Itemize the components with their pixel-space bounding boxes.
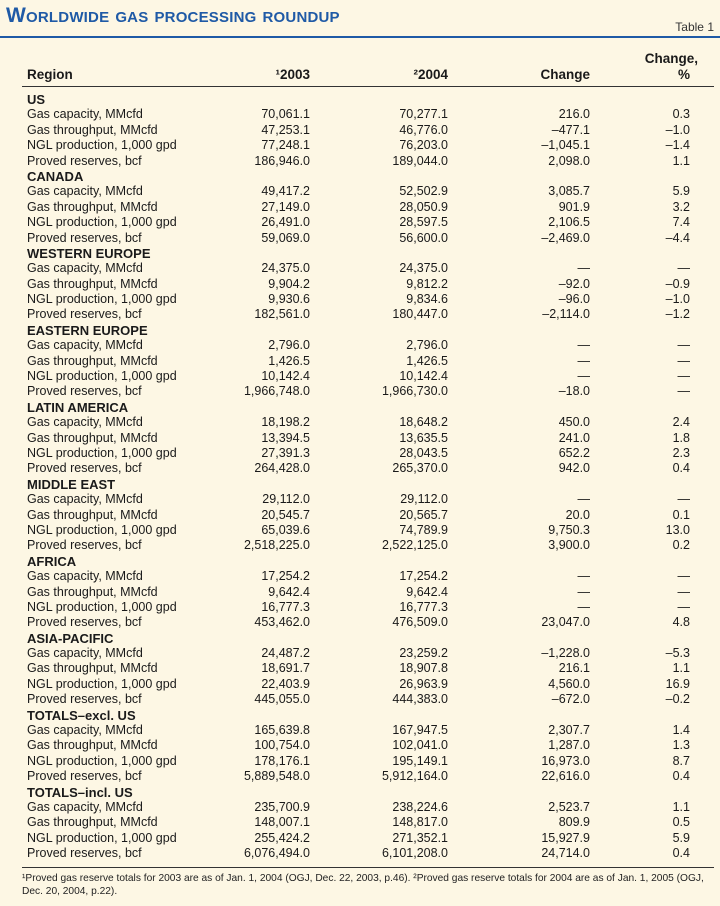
row-label: Gas throughput, MMcfd [27,661,158,676]
footer-rule [22,867,714,868]
row-label: NGL production, 1,000 gpd [27,753,177,768]
table-row [0,738,720,753]
cell-change-pct: 13.0 [665,522,690,537]
cell-change-pct: 4.8 [672,615,690,630]
cell-change: — [577,569,590,584]
cell-change: 23,047.0 [541,615,590,630]
table-row [0,446,720,461]
table-row [0,692,720,707]
cell-change: 20.0 [565,507,590,522]
cell-2004: 6,101,208.0 [381,846,448,861]
cell-change-pct: — [677,584,690,599]
cell-change-pct: 7.4 [672,215,690,230]
row-label: NGL production, 1,000 gpd [27,522,177,537]
table-row [0,107,720,122]
cell-change-pct: 0.4 [672,769,690,784]
cell-2003: 29,112.0 [262,492,310,507]
cell-2004: 148,817.0 [392,815,448,830]
cell-change: 3,900.0 [548,538,590,553]
cell-2003: 445,055.0 [254,692,310,707]
cell-2004: 180,447.0 [392,307,448,322]
cell-change-pct: 3.2 [672,199,690,214]
section-heading-label: MIDDLE EAST [27,476,116,492]
row-label: Gas capacity, MMcfd [27,723,143,738]
cell-2003: 77,248.1 [261,138,310,153]
section-heading [0,554,720,569]
row-label: Gas throughput, MMcfd [27,353,158,368]
cell-2003: 100,754.0 [254,738,310,753]
title-rule [0,36,720,38]
cell-change-pct: –4.4 [665,230,690,245]
cell-2004: 28,597.5 [399,215,448,230]
cell-change: –477.1 [551,122,590,137]
table-row [0,677,720,692]
cell-2004: 52,502.9 [399,184,448,199]
cell-change: 22,616.0 [541,769,590,784]
row-label: Gas throughput, MMcfd [27,122,158,137]
cell-2004: 76,203.0 [399,138,448,153]
table-row [0,231,720,246]
section-heading-label: CANADA [27,168,84,184]
cell-2003: 16,777.3 [261,599,310,614]
section-heading [0,323,720,338]
table-row [0,338,720,353]
header-rule [22,86,714,87]
table-row [0,123,720,138]
cell-change-pct: –5.3 [665,646,690,661]
cell-2004: 1,426.5 [406,353,448,368]
cell-2004: 10,142.4 [399,369,448,384]
table-row [0,384,720,399]
cell-change: 216.1 [558,661,590,676]
cell-2004: 238,224.6 [392,799,448,814]
cell-change-pct: –1.0 [665,122,690,137]
cell-2003: 165,639.8 [254,723,310,738]
cell-change: –18.0 [558,384,590,399]
cell-2003: 186,946.0 [254,153,310,168]
cell-2003: 182,561.0 [254,307,310,322]
cell-2003: 453,462.0 [254,615,310,630]
cell-change-pct: –1.2 [665,307,690,322]
cell-2004: 74,789.9 [399,522,448,537]
cell-change-pct: 1.4 [672,723,690,738]
cell-change-pct: — [677,569,690,584]
cell-2004: 476,509.0 [392,615,448,630]
header-2003: ¹2003 [275,67,310,82]
cell-2003: 18,198.2 [261,415,310,430]
cell-2003: 17,254.2 [261,569,310,584]
cell-change-pct: 1.8 [672,430,690,445]
row-label: Gas capacity, MMcfd [27,492,143,507]
row-label: Gas capacity, MMcfd [27,261,143,276]
row-label: Gas capacity, MMcfd [27,799,143,814]
row-label: Proved reserves, bcf [27,538,142,553]
section-heading [0,785,720,800]
row-label: Gas throughput, MMcfd [27,507,158,522]
row-label: Gas throughput, MMcfd [27,815,158,830]
row-label: Gas capacity, MMcfd [27,107,143,122]
cell-change: –672.0 [551,692,590,707]
cell-2003: 47,253.1 [261,122,310,137]
cell-2003: 10,142.4 [261,369,310,384]
cell-change: 15,927.9 [541,830,590,845]
row-label: Proved reserves, bcf [27,769,142,784]
section-heading [0,708,720,723]
row-label: Gas capacity, MMcfd [27,646,143,661]
cell-2004: 13,635.5 [399,430,448,445]
cell-2003: 70,061.1 [261,107,310,122]
section-heading-label: AFRICA [27,553,77,569]
cell-change: — [577,353,590,368]
cell-change-pct: — [677,338,690,353]
table-row [0,307,720,322]
cell-2003: 264,428.0 [254,461,310,476]
row-label: NGL production, 1,000 gpd [27,292,177,307]
cell-change: — [577,599,590,614]
cell-change-pct: 5.9 [672,830,690,845]
section-heading [0,92,720,107]
row-label: Gas capacity, MMcfd [27,338,143,353]
cell-2004: 20,565.7 [399,507,448,522]
cell-change-pct: 0.4 [672,461,690,476]
row-label: NGL production, 1,000 gpd [27,445,177,460]
table-row [0,154,720,169]
table-row [0,569,720,584]
cell-2004: 265,370.0 [392,461,448,476]
cell-change: 1,287.0 [548,738,590,753]
cell-change-pct: — [677,492,690,507]
cell-change: –1,228.0 [541,646,590,661]
header-change: Change [540,67,590,82]
section-heading-label: EASTERN EUROPE [27,322,148,338]
cell-2004: 5,912,164.0 [381,769,448,784]
row-label: NGL production, 1,000 gpd [27,369,177,384]
section-heading-label: TOTALS–excl. US [27,707,136,723]
cell-change: — [577,492,590,507]
table-row [0,723,720,738]
row-label: Gas capacity, MMcfd [27,184,143,199]
cell-2003: 9,930.6 [268,292,310,307]
cell-change: — [577,261,590,276]
table-row [0,646,720,661]
cell-change-pct: 0.1 [672,507,690,522]
table-body [0,92,720,862]
section-heading [0,631,720,646]
cell-change: — [577,584,590,599]
cell-2003: 24,487.2 [261,646,310,661]
row-label: Gas throughput, MMcfd [27,199,158,214]
cell-2004: 18,907.8 [399,661,448,676]
table-header [0,50,720,88]
table-row [0,523,720,538]
cell-2003: 24,375.0 [261,261,310,276]
table-row [0,369,720,384]
cell-change-pct: 0.4 [672,846,690,861]
section-heading [0,477,720,492]
cell-2003: 178,176.1 [254,753,310,768]
cell-2004: 195,149.1 [392,753,448,768]
cell-2003: 59,069.0 [261,230,310,245]
table-row [0,815,720,830]
cell-2003: 2,796.0 [268,338,310,353]
table-row [0,138,720,153]
cell-2003: 5,889,548.0 [243,769,310,784]
cell-change: –96.0 [558,292,590,307]
cell-2004: 102,041.0 [392,738,448,753]
table-label: Table 1 [675,20,714,34]
table-title: Worldwide gas processing roundup [6,4,340,27]
cell-change: 901.9 [558,199,590,214]
section-heading [0,246,720,261]
header-2004: ²2004 [413,67,448,82]
cell-2004: 24,375.0 [399,261,448,276]
cell-change: 809.9 [558,815,590,830]
cell-change: –2,114.0 [542,307,590,322]
cell-change: 2,307.7 [548,723,590,738]
cell-2003: 9,642.4 [268,584,310,599]
row-label: Proved reserves, bcf [27,230,142,245]
table-row [0,200,720,215]
cell-2003: 27,391.3 [261,445,310,460]
cell-2004: 29,112.0 [400,492,448,507]
cell-2003: 255,424.2 [254,830,310,845]
header-region: Region [27,67,73,82]
cell-change-pct: — [677,353,690,368]
cell-change-pct: — [677,261,690,276]
cell-2004: 26,963.9 [399,676,448,691]
table-row [0,184,720,199]
cell-2004: 2,796.0 [406,338,448,353]
cell-2003: 9,904.2 [268,276,310,291]
row-label: NGL production, 1,000 gpd [27,599,177,614]
row-label: Gas throughput, MMcfd [27,738,158,753]
table-row [0,615,720,630]
table-row [0,492,720,507]
cell-2004: 9,834.6 [406,292,448,307]
cell-change: 2,523.7 [548,799,590,814]
cell-change: 942.0 [558,461,590,476]
table-row [0,261,720,276]
row-label: Proved reserves, bcf [27,307,142,322]
cell-change: –2,469.0 [541,230,590,245]
header-change-pct-line1: Change, [644,51,698,66]
cell-2004: 16,777.3 [399,599,448,614]
cell-2004: 271,352.1 [392,830,448,845]
footnote: ¹Proved gas reserve totals for 2003 are as of Jan. 1, 2004 (OGJ, Dec. 22, 2003, p.46). ²Proved gas reserve totals for 2004 are as of Jan. 1, 2005 (OGJ, Dec. 20, 2004, p.22). [22,873,704,897]
row-label: Gas capacity, MMcfd [27,569,143,584]
row-label: Proved reserves, bcf [27,692,142,707]
table-row [0,661,720,676]
row-label: Proved reserves, bcf [27,846,142,861]
cell-2003: 1,426.5 [268,353,310,368]
cell-change-pct: –0.2 [665,692,690,707]
cell-change-pct: — [677,384,690,399]
cell-change: –1,045.1 [541,138,590,153]
cell-change: 216.0 [558,107,590,122]
cell-change: — [577,338,590,353]
table-row [0,800,720,815]
cell-change-pct: 0.2 [672,538,690,553]
cell-change: 16,973.0 [541,753,590,768]
cell-2003: 1,966,748.0 [243,384,310,399]
cell-2004: 189,044.0 [392,153,448,168]
section-heading [0,400,720,415]
cell-change: –92.0 [558,276,590,291]
cell-2003: 20,545.7 [261,507,310,522]
cell-change-pct: 2.3 [672,445,690,460]
cell-2004: 28,050.9 [399,199,448,214]
cell-change: 652.2 [558,445,590,460]
cell-2004: 9,812.2 [406,276,448,291]
cell-change: 3,085.7 [548,184,590,199]
table-row [0,754,720,769]
cell-change-pct: 0.3 [672,107,690,122]
row-label: Gas throughput, MMcfd [27,584,158,599]
cell-change: 241.0 [558,430,590,445]
table-row [0,431,720,446]
row-label: Proved reserves, bcf [27,153,142,168]
cell-change: 9,750.3 [548,522,590,537]
cell-change-pct: 8.7 [672,753,690,768]
cell-change: 4,560.0 [548,676,590,691]
cell-2004: 444,383.0 [392,692,448,707]
table-row [0,600,720,615]
row-label: NGL production, 1,000 gpd [27,830,177,845]
row-label: Gas throughput, MMcfd [27,276,158,291]
cell-change: 450.0 [558,415,590,430]
cell-2003: 26,491.0 [261,215,310,230]
row-label: NGL production, 1,000 gpd [27,215,177,230]
cell-2004: 46,776.0 [399,122,448,137]
cell-2003: 148,007.1 [254,815,310,830]
cell-change-pct: 1.1 [672,153,690,168]
section-heading-label: WESTERN EUROPE [27,245,151,261]
row-label: Proved reserves, bcf [27,461,142,476]
cell-change-pct: –1.0 [665,292,690,307]
cell-2003: 65,039.6 [261,522,310,537]
cell-2004: 56,600.0 [399,230,448,245]
cell-2003: 18,691.7 [261,661,310,676]
cell-change-pct: 1.1 [672,799,690,814]
cell-2004: 18,648.2 [399,415,448,430]
table-row [0,215,720,230]
cell-change-pct: 2.4 [672,415,690,430]
table-row [0,538,720,553]
cell-change: — [577,369,590,384]
cell-change: 2,106.5 [548,215,590,230]
cell-2004: 23,259.2 [399,646,448,661]
cell-2004: 17,254.2 [399,569,448,584]
section-heading-label: TOTALS–incl. US [27,784,133,800]
table-row [0,415,720,430]
row-label: Gas capacity, MMcfd [27,415,143,430]
row-label: NGL production, 1,000 gpd [27,676,177,691]
table-row [0,769,720,784]
table-row [0,508,720,523]
row-label: NGL production, 1,000 gpd [27,138,177,153]
cell-2004: 1,966,730.0 [381,384,448,399]
cell-change-pct: –1.4 [665,138,690,153]
cell-change-pct: 1.3 [672,738,690,753]
cell-2003: 13,394.5 [261,430,310,445]
cell-change-pct: — [677,599,690,614]
cell-2004: 2,522,125.0 [381,538,448,553]
section-heading-label: ASIA-PACIFIC [27,630,114,646]
cell-2004: 70,277.1 [399,107,448,122]
cell-2004: 28,043.5 [399,445,448,460]
row-label: Proved reserves, bcf [27,384,142,399]
cell-change-pct: — [677,369,690,384]
section-heading-label: LATIN AMERICA [27,399,129,415]
row-label: Proved reserves, bcf [27,615,142,630]
cell-change-pct: 0.5 [672,815,690,830]
table-row [0,831,720,846]
section-heading [0,169,720,184]
table-row [0,846,720,861]
cell-change-pct: –0.9 [665,276,690,291]
table-row [0,354,720,369]
table-row [0,461,720,476]
cell-change-pct: 5.9 [672,184,690,199]
section-heading-label: US [27,92,46,107]
cell-2003: 235,700.9 [254,799,310,814]
cell-2003: 6,076,494.0 [243,846,310,861]
cell-2003: 2,518,225.0 [243,538,310,553]
cell-2003: 22,403.9 [261,676,310,691]
cell-change: 24,714.0 [541,846,590,861]
row-label: Gas throughput, MMcfd [27,430,158,445]
header-change-pct-line2: % [677,67,690,82]
cell-change: 2,098.0 [548,153,590,168]
table-row [0,277,720,292]
table-row [0,585,720,600]
cell-change-pct: 16.9 [665,676,690,691]
cell-2004: 9,642.4 [406,584,448,599]
cell-2003: 49,417.2 [261,184,310,199]
cell-2003: 27,149.0 [261,199,310,214]
cell-change-pct: 1.1 [672,661,690,676]
table-row [0,292,720,307]
cell-2004: 167,947.5 [392,723,448,738]
